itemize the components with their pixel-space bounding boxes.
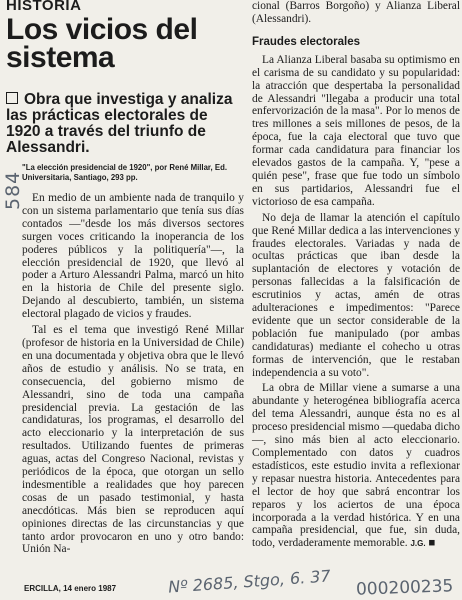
author-initials: J.G. (410, 539, 426, 549)
paragraph-body: La obra de Millar viene a sumarse a una abundante y heterogénea bibliografía acerca del tema Alessandri, aunque ésta no es al proceso presidencial mismo —quedaba dicho—, sino más bien al acto eleccionario. Complementado con datos y cuadros estadísticos, este estudio invita a reflexionar y repasar nuestra historia. Antecedentes para el lector de hoy que sabrá encontrar los reparos y los aciertos de una época incorporada a la verdad histórica. Y en una campaña presidencial, que fue, sin duda, todo, verdaderamente memorable. (252, 382, 460, 550)
book-reference: "La elección presidencial de 1920", por René Millar, Ed. Universitaria, Santiago, 293 pp. (22, 163, 227, 182)
paragraph: Tal es el tema que investigó René Millar (profesor de historia en la Universidad de Chile) en una documentada y objetiva obra que le llevó años de estudio y análisis. No se trata, en consecuencia, del gobierno mismo de Alessandri, sino de toda una campaña presidencial previa. La gestación de las candidaturas, los programas, el desarrollo del acto eleccionario y la interpretación de sus resultados. Utilizando fuentes de primeras aguas, actas del Congreso Nacional, revistas y periódicos de la época, que otorgan un sello indesmentible a realidades que hoy parecen cosas de un pasado testimonial, y hasta anecdóticas. Más bien se reproducen aquí opiniones directas de las circunstancias y que tanto ardor provocaron en uno y otro bando: Unión Na- (22, 324, 244, 556)
subheading: Fraudes electorales (252, 35, 361, 48)
handwritten-archive-code: 000200235 (355, 576, 454, 600)
end-mark-icon: ■ (428, 537, 436, 550)
headline: Los vicios del sistema (6, 13, 198, 74)
left-column (22, 192, 244, 559)
lead-text (6, 92, 238, 156)
paragraph: No deja de llamar la atención el capítulo que René Millar dedica a las intervenciones y fraudes electorales. Variadas y nada de ocultas prácticas que iban desde la suplantación de electores y votación de personas fallecidas a la falsificación de escrutinios y actas, amén de otras adulteraciones e impedimentos: "Parece evidente que un sector considerable de la población fue manipulado (por ambas candidaturas) mediante el cohecho u otras formas de intervención, que le restaban independencia a su voto". (252, 211, 460, 379)
paragraph-continued: cional (Barros Borgoño) y Alianza Liberal (Alessandri). (252, 0, 460, 25)
source-citation: ERCILLA, 14 enero 1987 (24, 584, 117, 593)
paragraph: En medio de un ambiente nada de tranquilo y con un sistema parlamentario que tenía sus días contados —"desde los más diversos sectores surgen voces criticando la inoperancia de los poderes públicos y la politiquería"—, la elección presidencial de 1920, que llevó al poder a Arturo Alessandri Palma, marcó un hito en la historia de Chile del presente siglo. Dejando al descubierto, también, un sistema electoral plagado de vicios y fraudes. (22, 192, 244, 321)
handwritten-margin-number: 584 (2, 170, 24, 210)
paragraph: La Alianza Liberal basaba su optimismo en el carisma de su candidato y su popularidad: la atracción que despertaba la personalidad de Alessandri "llegaba a producir una total enfervorización de la masa". Por lo menos de tres millones a seis millones de pesos, de la época, fue la caja electoral que tuvo que formar cada candidatura para financiar los elevados gastos de la campaña. Y, "pese a quién pese", frase que fue todo un símbolo en sus partidarios, Alessandri fue el victorioso de esa campaña. (252, 53, 460, 208)
paragraph (252, 382, 460, 551)
handwritten-archive-note: Nº 2685, Stgo, 6. 37 (167, 566, 332, 597)
section-label: HISTORIA (6, 0, 82, 14)
lead-text-body: Obra que investiga y analiza las prácticas electorales de 1920 a través del triunfo de Alessandri. (6, 91, 233, 156)
checkbox-bullet-icon (6, 92, 18, 104)
right-column (252, 0, 460, 554)
